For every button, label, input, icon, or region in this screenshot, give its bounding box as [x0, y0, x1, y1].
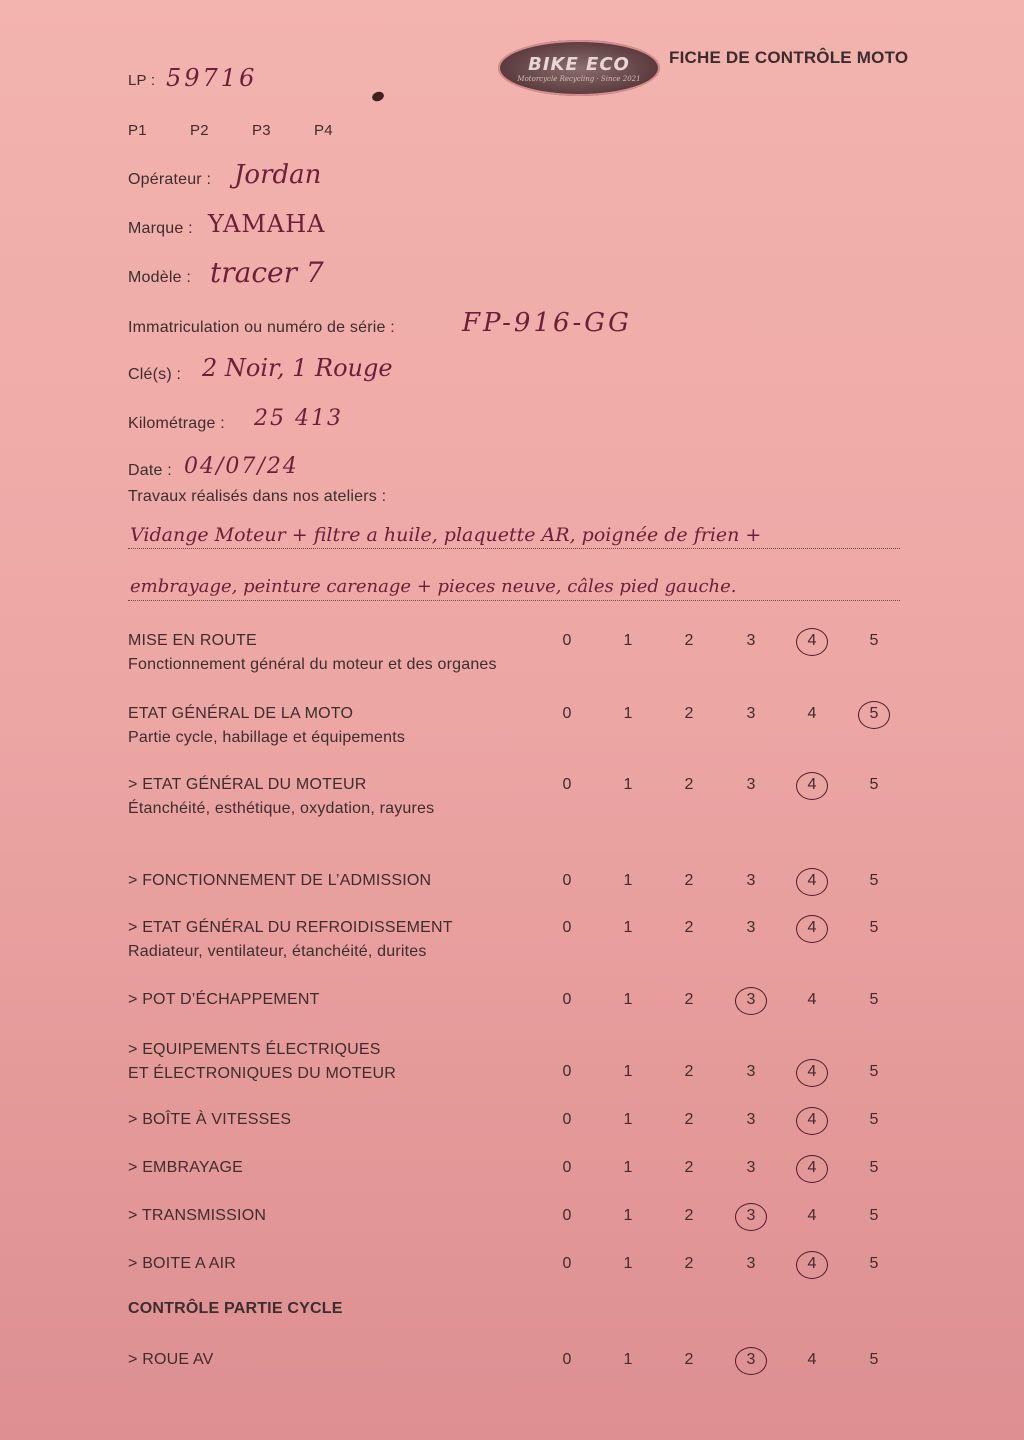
- rating-row-11-score-0[interactable]: 0: [562, 1255, 572, 1272]
- date-value: 04/07/24: [184, 454, 299, 479]
- rating-row-2-score-4[interactable]: 4: [807, 705, 817, 722]
- rating-row-9-score-1[interactable]: 1: [623, 1159, 633, 1176]
- rating-row-6-score-1[interactable]: 1: [623, 991, 633, 1008]
- rating-row-7-score-4-selected[interactable]: 4: [800, 1063, 824, 1081]
- rating-row-5-score-4-selected[interactable]: 4: [800, 919, 824, 937]
- rating-row-5-score-1[interactable]: 1: [623, 919, 633, 936]
- rating-row-2-score-5-selected[interactable]: 5: [862, 705, 886, 723]
- rating-row-7-score-5[interactable]: 5: [869, 1063, 879, 1080]
- rating-row-4-score-0[interactable]: 0: [562, 872, 572, 889]
- rating-row-3-score-4-selected[interactable]: 4: [800, 776, 824, 794]
- rating-row-6-score-2[interactable]: 2: [684, 991, 694, 1008]
- cycle-row-1-score-1[interactable]: 1: [623, 1351, 633, 1368]
- rating-row-3-score-2[interactable]: 2: [684, 776, 694, 793]
- dotted-line-2: [128, 600, 900, 601]
- rating-row-1-score-2[interactable]: 2: [684, 632, 694, 649]
- rating-row-4-title: > FONCTIONNEMENT DE L’ADMISSION: [128, 872, 432, 889]
- position-p3: P3: [252, 122, 271, 139]
- rating-row-7-title-line2: ET ÉLECTRONIQUES DU MOTEUR: [128, 1065, 397, 1082]
- rating-row-8-title: > BOÎTE À VITESSES: [128, 1111, 292, 1128]
- rating-row-2-score-1[interactable]: 1: [623, 705, 633, 722]
- kilometrage-label: Kilométrage :: [128, 415, 225, 432]
- rating-row-1-subtitle: Fonctionnement général du moteur et des organes: [128, 656, 497, 673]
- rating-row-3-score-5[interactable]: 5: [869, 776, 879, 793]
- rating-row-11-score-2[interactable]: 2: [684, 1255, 694, 1272]
- logo-subtitle: Motorcycle Recycling · Since 2021: [517, 74, 641, 83]
- immatriculation-label: Immatriculation ou numéro de série :: [128, 319, 395, 336]
- modele-label: Modèle :: [128, 269, 191, 286]
- rating-row-8-score-4-selected[interactable]: 4: [800, 1111, 824, 1129]
- cycle-row-1-score-4[interactable]: 4: [807, 1351, 817, 1368]
- cycle-row-1-score-5[interactable]: 5: [869, 1351, 879, 1368]
- rating-row-11-score-4-selected[interactable]: 4: [800, 1255, 824, 1273]
- travaux-label: Travaux réalisés dans nos ateliers :: [128, 488, 387, 505]
- rating-row-4-score-2[interactable]: 2: [684, 872, 694, 889]
- lp-value: 59716: [166, 64, 258, 92]
- lp-label: LP :: [128, 72, 156, 89]
- cycle-row-1-title: > ROUE AV: [128, 1351, 214, 1368]
- rating-row-3-score-0[interactable]: 0: [562, 776, 572, 793]
- rating-row-4-score-5[interactable]: 5: [869, 872, 879, 889]
- form-title: FICHE DE CONTRÔLE MOTO: [669, 48, 909, 67]
- rating-row-10-score-3-selected[interactable]: 3: [739, 1207, 763, 1225]
- rating-row-11-score-3[interactable]: 3: [746, 1255, 756, 1272]
- rating-row-10-score-1[interactable]: 1: [623, 1207, 633, 1224]
- marque-value: YAMAHA: [208, 210, 326, 238]
- rating-row-6-title: > POT D’ÉCHAPPEMENT: [128, 991, 320, 1008]
- rating-row-7-score-2[interactable]: 2: [684, 1063, 694, 1080]
- rating-row-4-score-3[interactable]: 3: [746, 872, 756, 889]
- rating-row-2-subtitle: Partie cycle, habillage et équipements: [128, 729, 406, 746]
- rating-row-5-title: > ETAT GÉNÉRAL DU REFROIDISSEMENT: [128, 919, 453, 936]
- rating-row-8-score-3[interactable]: 3: [746, 1111, 756, 1128]
- rating-row-2-score-3[interactable]: 3: [746, 705, 756, 722]
- rating-row-9-score-3[interactable]: 3: [746, 1159, 756, 1176]
- rating-row-11-title: > BOITE A AIR: [128, 1255, 236, 1272]
- rating-row-10-score-5[interactable]: 5: [869, 1207, 879, 1224]
- rating-row-2-score-2[interactable]: 2: [684, 705, 694, 722]
- kilometrage-value: 25 413: [254, 406, 343, 431]
- bike-eco-logo: [498, 40, 660, 96]
- cycle-row-1-score-0[interactable]: 0: [562, 1351, 572, 1368]
- rating-row-8-score-2[interactable]: 2: [684, 1111, 694, 1128]
- rating-row-9-score-0[interactable]: 0: [562, 1159, 572, 1176]
- rating-row-3-subtitle: Étanchéité, esthétique, oxydation, rayures: [128, 800, 435, 817]
- travaux-line-2: embrayage, peinture carenage + pieces neuve, câles pied gauche.: [130, 576, 737, 597]
- position-p4: P4: [314, 122, 333, 139]
- position-p2: P2: [190, 122, 209, 139]
- cycle-row-1-score-3-selected[interactable]: 3: [739, 1351, 763, 1369]
- immatriculation-value: FP-916-GG: [462, 308, 632, 338]
- date-label: Date :: [128, 462, 172, 479]
- rating-row-7-score-1[interactable]: 1: [623, 1063, 633, 1080]
- cles-label: Clé(s) :: [128, 366, 182, 383]
- cles-value: 2 Noir, 1 Rouge: [202, 354, 393, 382]
- rating-row-1-score-4-selected[interactable]: 4: [800, 632, 824, 650]
- cycle-row-1-score-2[interactable]: 2: [684, 1351, 694, 1368]
- rating-row-5-score-5[interactable]: 5: [869, 919, 879, 936]
- rating-row-9-score-4-selected[interactable]: 4: [800, 1159, 824, 1177]
- travaux-line-1: Vidange Moteur + filtre a huile, plaquette AR, poignée de frien +: [130, 524, 762, 546]
- rating-row-4-score-1[interactable]: 1: [623, 872, 633, 889]
- rating-row-6-score-0[interactable]: 0: [562, 991, 572, 1008]
- rating-row-8-score-1[interactable]: 1: [623, 1111, 633, 1128]
- rating-row-9-score-5[interactable]: 5: [869, 1159, 879, 1176]
- rating-row-5-score-3[interactable]: 3: [746, 919, 756, 936]
- rating-row-8-score-5[interactable]: 5: [869, 1111, 879, 1128]
- rating-row-3-score-3[interactable]: 3: [746, 776, 756, 793]
- marque-label: Marque :: [128, 220, 193, 237]
- rating-row-4-score-4-selected[interactable]: 4: [800, 872, 824, 890]
- rating-row-1-title: MISE EN ROUTE: [128, 632, 257, 649]
- modele-value: tracer 7: [210, 256, 324, 289]
- rating-row-10-score-4[interactable]: 4: [807, 1207, 817, 1224]
- rating-row-10-score-2[interactable]: 2: [684, 1207, 694, 1224]
- rating-row-7-title: > EQUIPEMENTS ÉLECTRIQUES: [128, 1041, 381, 1058]
- rating-row-5-score-2[interactable]: 2: [684, 919, 694, 936]
- rating-row-11-score-5[interactable]: 5: [869, 1255, 879, 1272]
- rating-row-1-score-1[interactable]: 1: [623, 632, 633, 649]
- rating-row-7-score-0[interactable]: 0: [562, 1063, 572, 1080]
- rating-row-5-score-0[interactable]: 0: [562, 919, 572, 936]
- rating-row-6-score-3-selected[interactable]: 3: [739, 991, 763, 1009]
- operateur-label: Opérateur :: [128, 171, 212, 188]
- rating-row-9-score-2[interactable]: 2: [684, 1159, 694, 1176]
- logo-text: BIKE ECO: [528, 53, 630, 75]
- rating-row-3-score-1[interactable]: 1: [623, 776, 633, 793]
- rating-row-2-score-0[interactable]: 0: [562, 705, 572, 722]
- rating-row-7-score-3[interactable]: 3: [746, 1063, 756, 1080]
- rating-row-2-title: ETAT GÉNÉRAL DE LA MOTO: [128, 705, 354, 722]
- rating-row-5-subtitle: Radiateur, ventilateur, étanchéité, durites: [128, 943, 427, 960]
- position-p1: P1: [128, 122, 147, 139]
- rating-row-6-score-4[interactable]: 4: [807, 991, 817, 1008]
- rating-row-6-score-5[interactable]: 5: [869, 991, 879, 1008]
- ink-stain: [371, 90, 385, 103]
- rating-row-10-title: > TRANSMISSION: [128, 1207, 267, 1224]
- rating-row-8-score-0[interactable]: 0: [562, 1111, 572, 1128]
- dotted-line-1: [128, 548, 900, 549]
- operateur-value: Jordan: [234, 160, 322, 190]
- rating-row-10-score-0[interactable]: 0: [562, 1207, 572, 1224]
- rating-row-11-score-1[interactable]: 1: [623, 1255, 633, 1272]
- rating-row-3-title: > ETAT GÉNÉRAL DU MOTEUR: [128, 776, 367, 793]
- rating-row-1-score-0[interactable]: 0: [562, 632, 572, 649]
- rating-row-9-title: > EMBRAYAGE: [128, 1159, 243, 1176]
- rating-row-1-score-3[interactable]: 3: [746, 632, 756, 649]
- section-partie-cycle: CONTRÔLE PARTIE CYCLE: [128, 1300, 343, 1317]
- rating-row-1-score-5[interactable]: 5: [869, 632, 879, 649]
